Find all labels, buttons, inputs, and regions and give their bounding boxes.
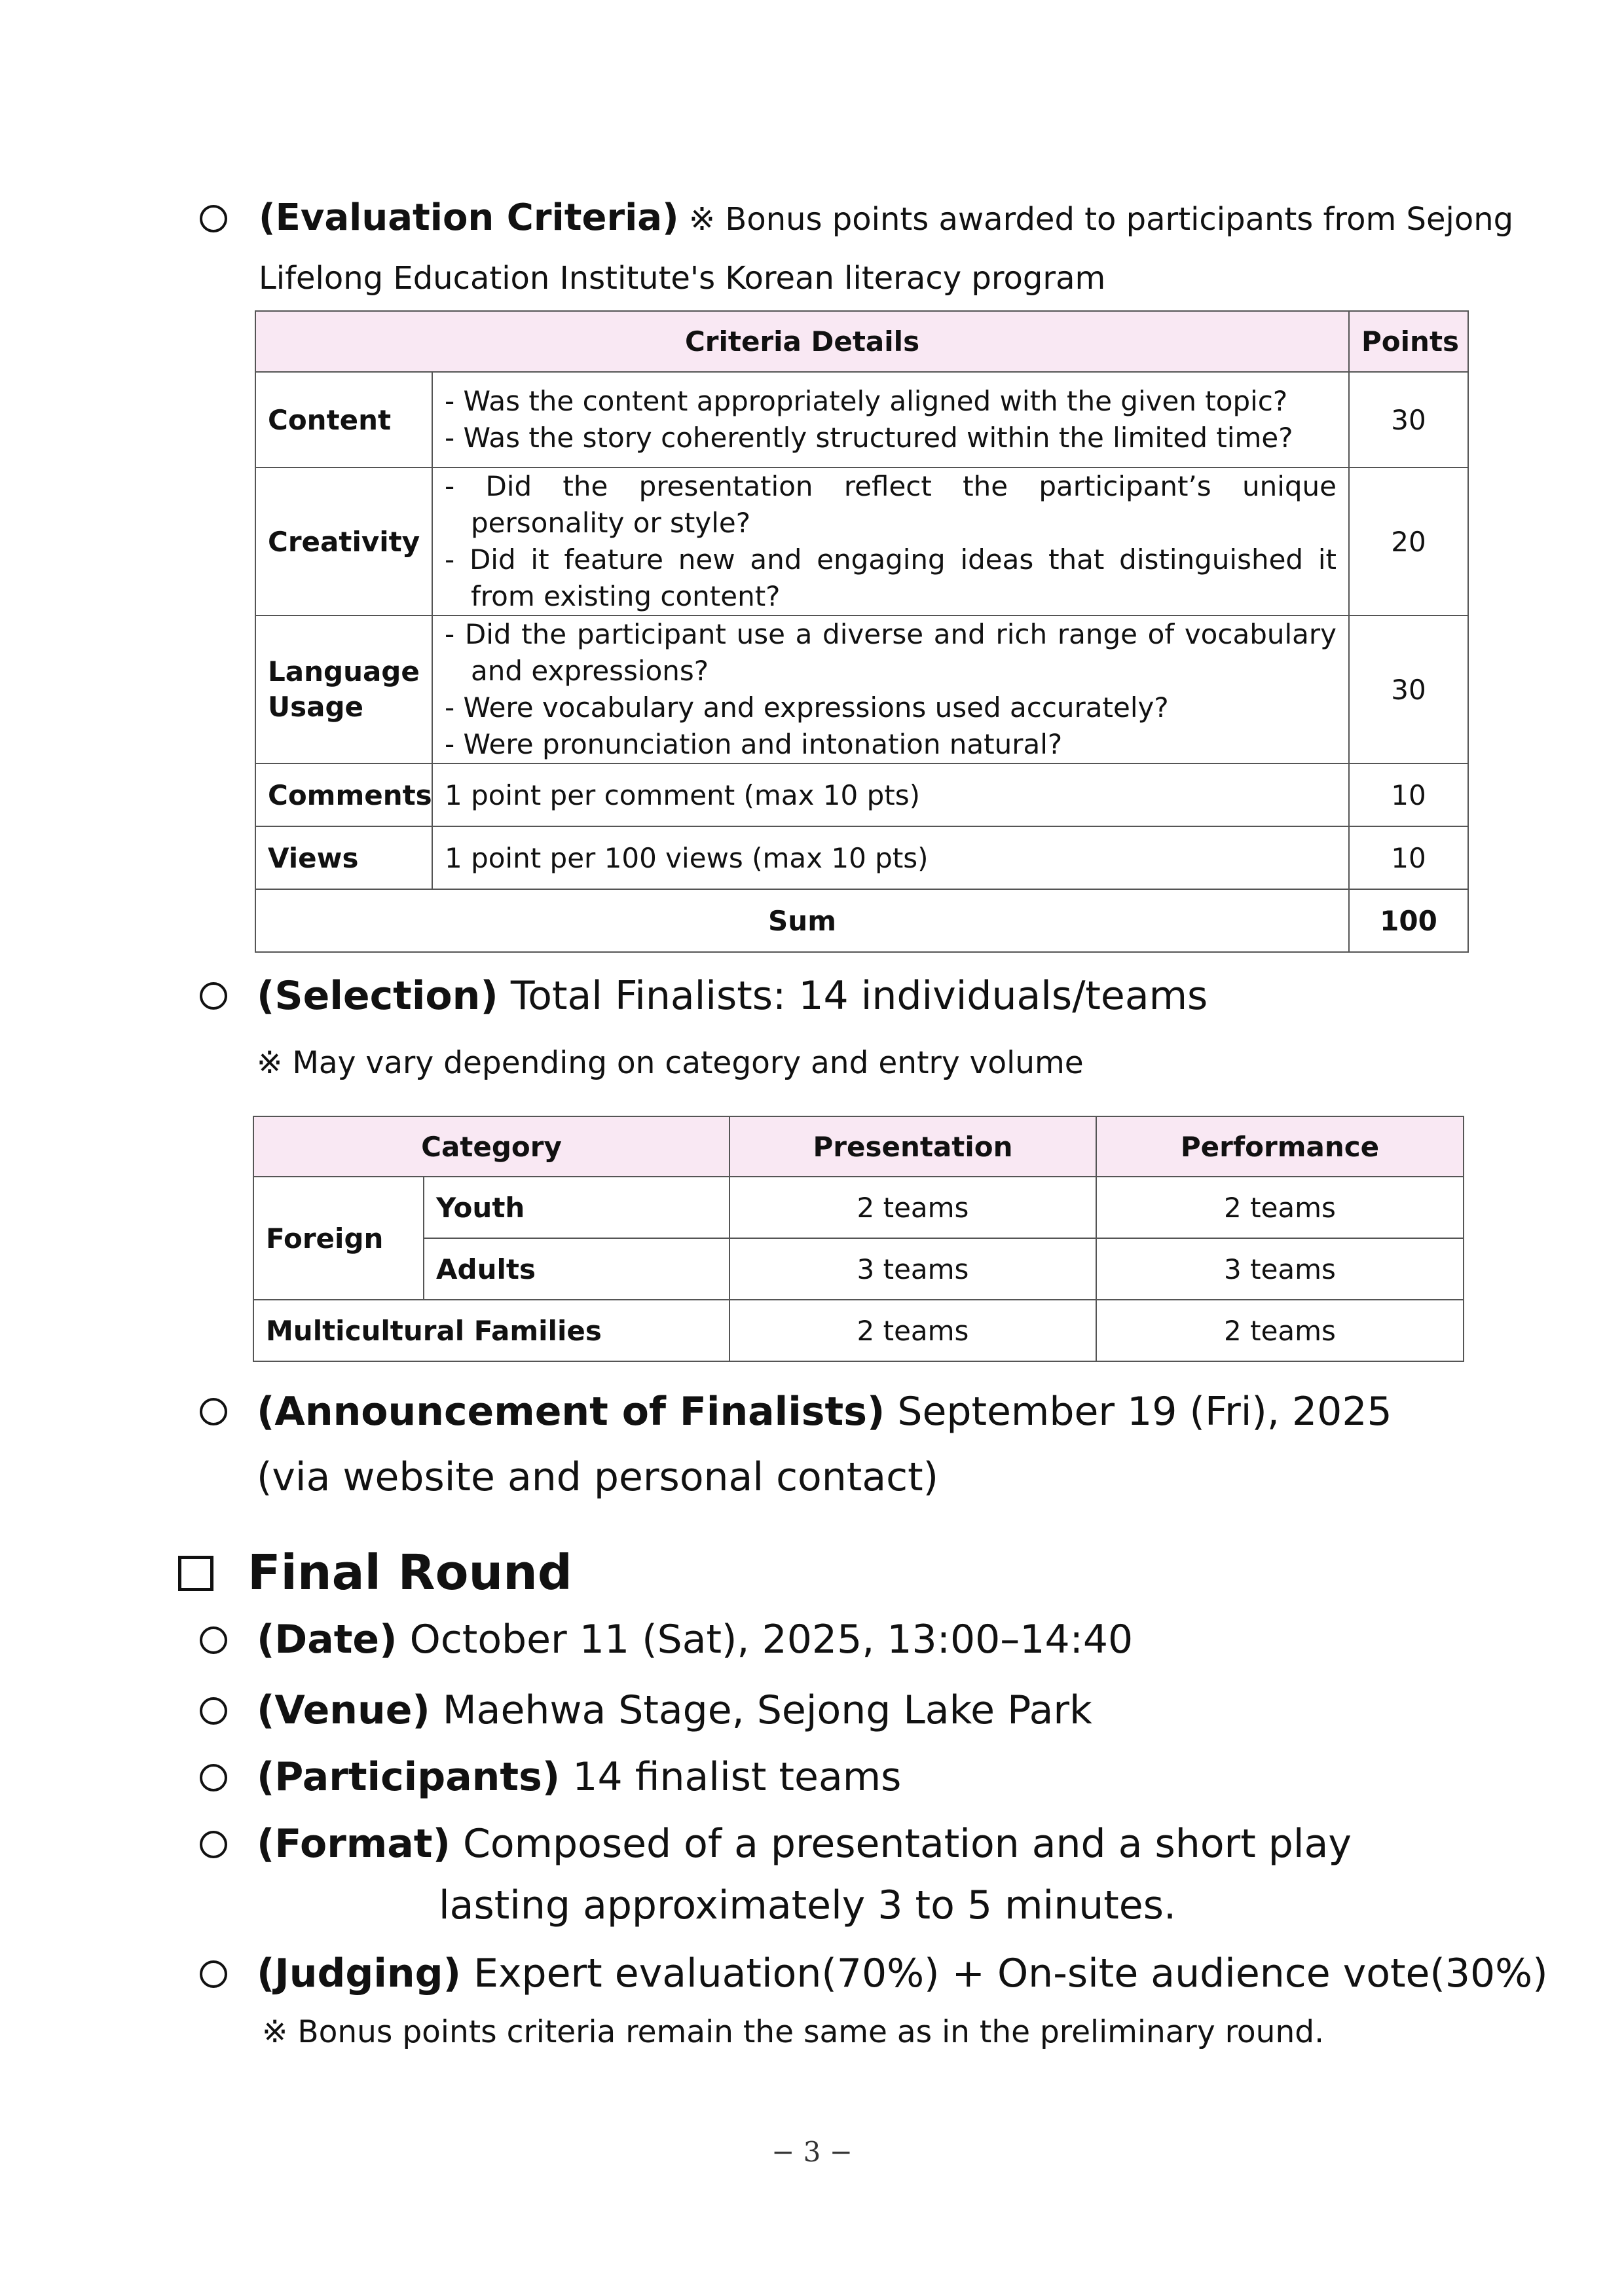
row-details-language-usage [432, 615, 1349, 763]
final-item-venue [257, 1683, 1092, 1738]
final-item-judging [257, 1946, 1548, 2001]
row-details-views: 1 point per 100 views (max 10 pts) [432, 826, 1349, 889]
selection-text: Total Finalists: 14 individuals/teams [510, 973, 1208, 1019]
final-item-text: Expert evaluation(70%) + On-site audience vote(30%) [473, 1951, 1548, 1996]
selection-note: ※ May vary depending on category and entry volume [257, 1045, 1084, 1081]
page-number: − 3 − [771, 2136, 853, 2168]
presentation-cell: 2 teams [729, 1300, 1096, 1361]
row-label-comments: Comments [255, 763, 432, 826]
category-multicultural: Multicultural Families [253, 1300, 729, 1361]
final-item-label: (Judging) [257, 1951, 462, 1996]
subcategory-adults: Adults [424, 1238, 729, 1300]
selection-heading: (Selection) [257, 973, 498, 1019]
row-label-creativity: Creativity [255, 468, 432, 615]
header-presentation: Presentation [729, 1116, 1096, 1177]
selection-line [257, 969, 1208, 1023]
header-points: Points [1349, 311, 1468, 372]
table-row [253, 1300, 1464, 1361]
final-round-note: ※ Bonus points criteria remain the same as in the preliminary round. [262, 2014, 1325, 2050]
final-item-label: (Venue) [257, 1687, 430, 1733]
row-points-views: 10 [1349, 826, 1468, 889]
performance-cell: 3 teams [1096, 1238, 1464, 1300]
evaluation-section [259, 194, 1514, 244]
detail-line: - Were vocabulary and expressions used accurately? [445, 691, 1169, 724]
final-item-format [257, 1816, 1352, 1871]
header-category: Category [253, 1116, 729, 1177]
section-square-icon [178, 1556, 213, 1591]
announcement-text: September 19 (Fri), 2025 [897, 1389, 1392, 1435]
final-item-text: Maehwa Stage, Sejong Lake Park [442, 1687, 1092, 1733]
table-row [255, 826, 1468, 889]
selection-table [253, 1116, 1464, 1362]
bullet-circle-icon [200, 205, 227, 232]
final-item-label: (Format) [257, 1821, 451, 1867]
sum-points: 100 [1349, 889, 1468, 952]
sum-label: Sum [255, 889, 1349, 952]
presentation-cell: 2 teams [729, 1177, 1096, 1238]
evaluation-note-line1: ※ Bonus points awarded to participants from Sejong [688, 201, 1514, 238]
final-item-participants [257, 1750, 901, 1805]
row-label-language-usage [255, 615, 432, 763]
header-criteria-details: Criteria Details [255, 311, 1349, 372]
final-item-text: 14 finalist teams [572, 1754, 902, 1800]
bullet-circle-icon [200, 1398, 227, 1425]
table-row [255, 889, 1468, 952]
final-item-text: Composed of a presentation and a short play [462, 1821, 1352, 1867]
bullet-circle-icon [200, 1764, 227, 1791]
category-foreign: Foreign [253, 1177, 424, 1300]
table-row [255, 468, 1468, 615]
performance-cell: 2 teams [1096, 1300, 1464, 1361]
detail-line: - Was the story coherently structured within the limited time? [445, 422, 1293, 454]
announcement-heading: (Announcement of Finalists) [257, 1389, 885, 1435]
row-details-creativity [432, 468, 1349, 615]
table-row [253, 1238, 1464, 1300]
bullet-circle-icon [200, 1697, 227, 1725]
bullet-circle-icon [200, 1960, 227, 1988]
row-label-views: Views [255, 826, 432, 889]
final-item-label: (Participants) [257, 1754, 561, 1800]
bullet-circle-icon [200, 1626, 227, 1654]
row-details-content [432, 372, 1349, 468]
detail-line: - Did the presentation reflect the participant’s unique personality or style? [445, 470, 1337, 539]
detail-line: - Did it feature new and engaging ideas that distinguished it from existing content? [445, 543, 1337, 612]
final-item-format-line2: lasting approximately 3 to 5 minutes. [439, 1882, 1177, 1928]
subcategory-youth: Youth [424, 1177, 729, 1238]
table-row [253, 1177, 1464, 1238]
presentation-cell: 3 teams [729, 1238, 1096, 1300]
performance-cell: 2 teams [1096, 1177, 1464, 1238]
table-row [255, 615, 1468, 763]
row-points-creativity: 20 [1349, 468, 1468, 615]
evaluation-note-line2: Lifelong Education Institute's Korean literacy program [259, 260, 1106, 297]
final-round-title: Final Round [248, 1545, 572, 1601]
evaluation-heading: (Evaluation Criteria) [259, 196, 679, 239]
row-label-content: Content [255, 372, 432, 468]
bullet-circle-icon [200, 982, 227, 1010]
evaluation-criteria-table [255, 310, 1469, 953]
row-points-content: 30 [1349, 372, 1468, 468]
bullet-circle-icon [200, 1831, 227, 1858]
row-points-comments: 10 [1349, 763, 1468, 826]
row-points-language-usage: 30 [1349, 615, 1468, 763]
row-details-comments: 1 point per comment (max 10 pts) [432, 763, 1349, 826]
final-item-date [257, 1612, 1133, 1667]
announcement-line2: (via website and personal contact) [257, 1454, 939, 1500]
final-item-label: (Date) [257, 1617, 397, 1662]
table-row [255, 763, 1468, 826]
label-line: Language [268, 655, 420, 688]
label-line: Usage [268, 691, 363, 723]
detail-line: - Were pronunciation and intonation natural? [445, 728, 1063, 760]
final-item-text: October 11 (Sat), 2025, 13:00–14:40 [409, 1617, 1134, 1662]
detail-line: - Did the participant use a diverse and rich range of vocabulary and expressions? [445, 618, 1337, 687]
announcement-line [257, 1385, 1392, 1439]
table-row [255, 372, 1468, 468]
detail-line: - Was the content appropriately aligned with the given topic? [445, 385, 1288, 417]
header-performance: Performance [1096, 1116, 1464, 1177]
